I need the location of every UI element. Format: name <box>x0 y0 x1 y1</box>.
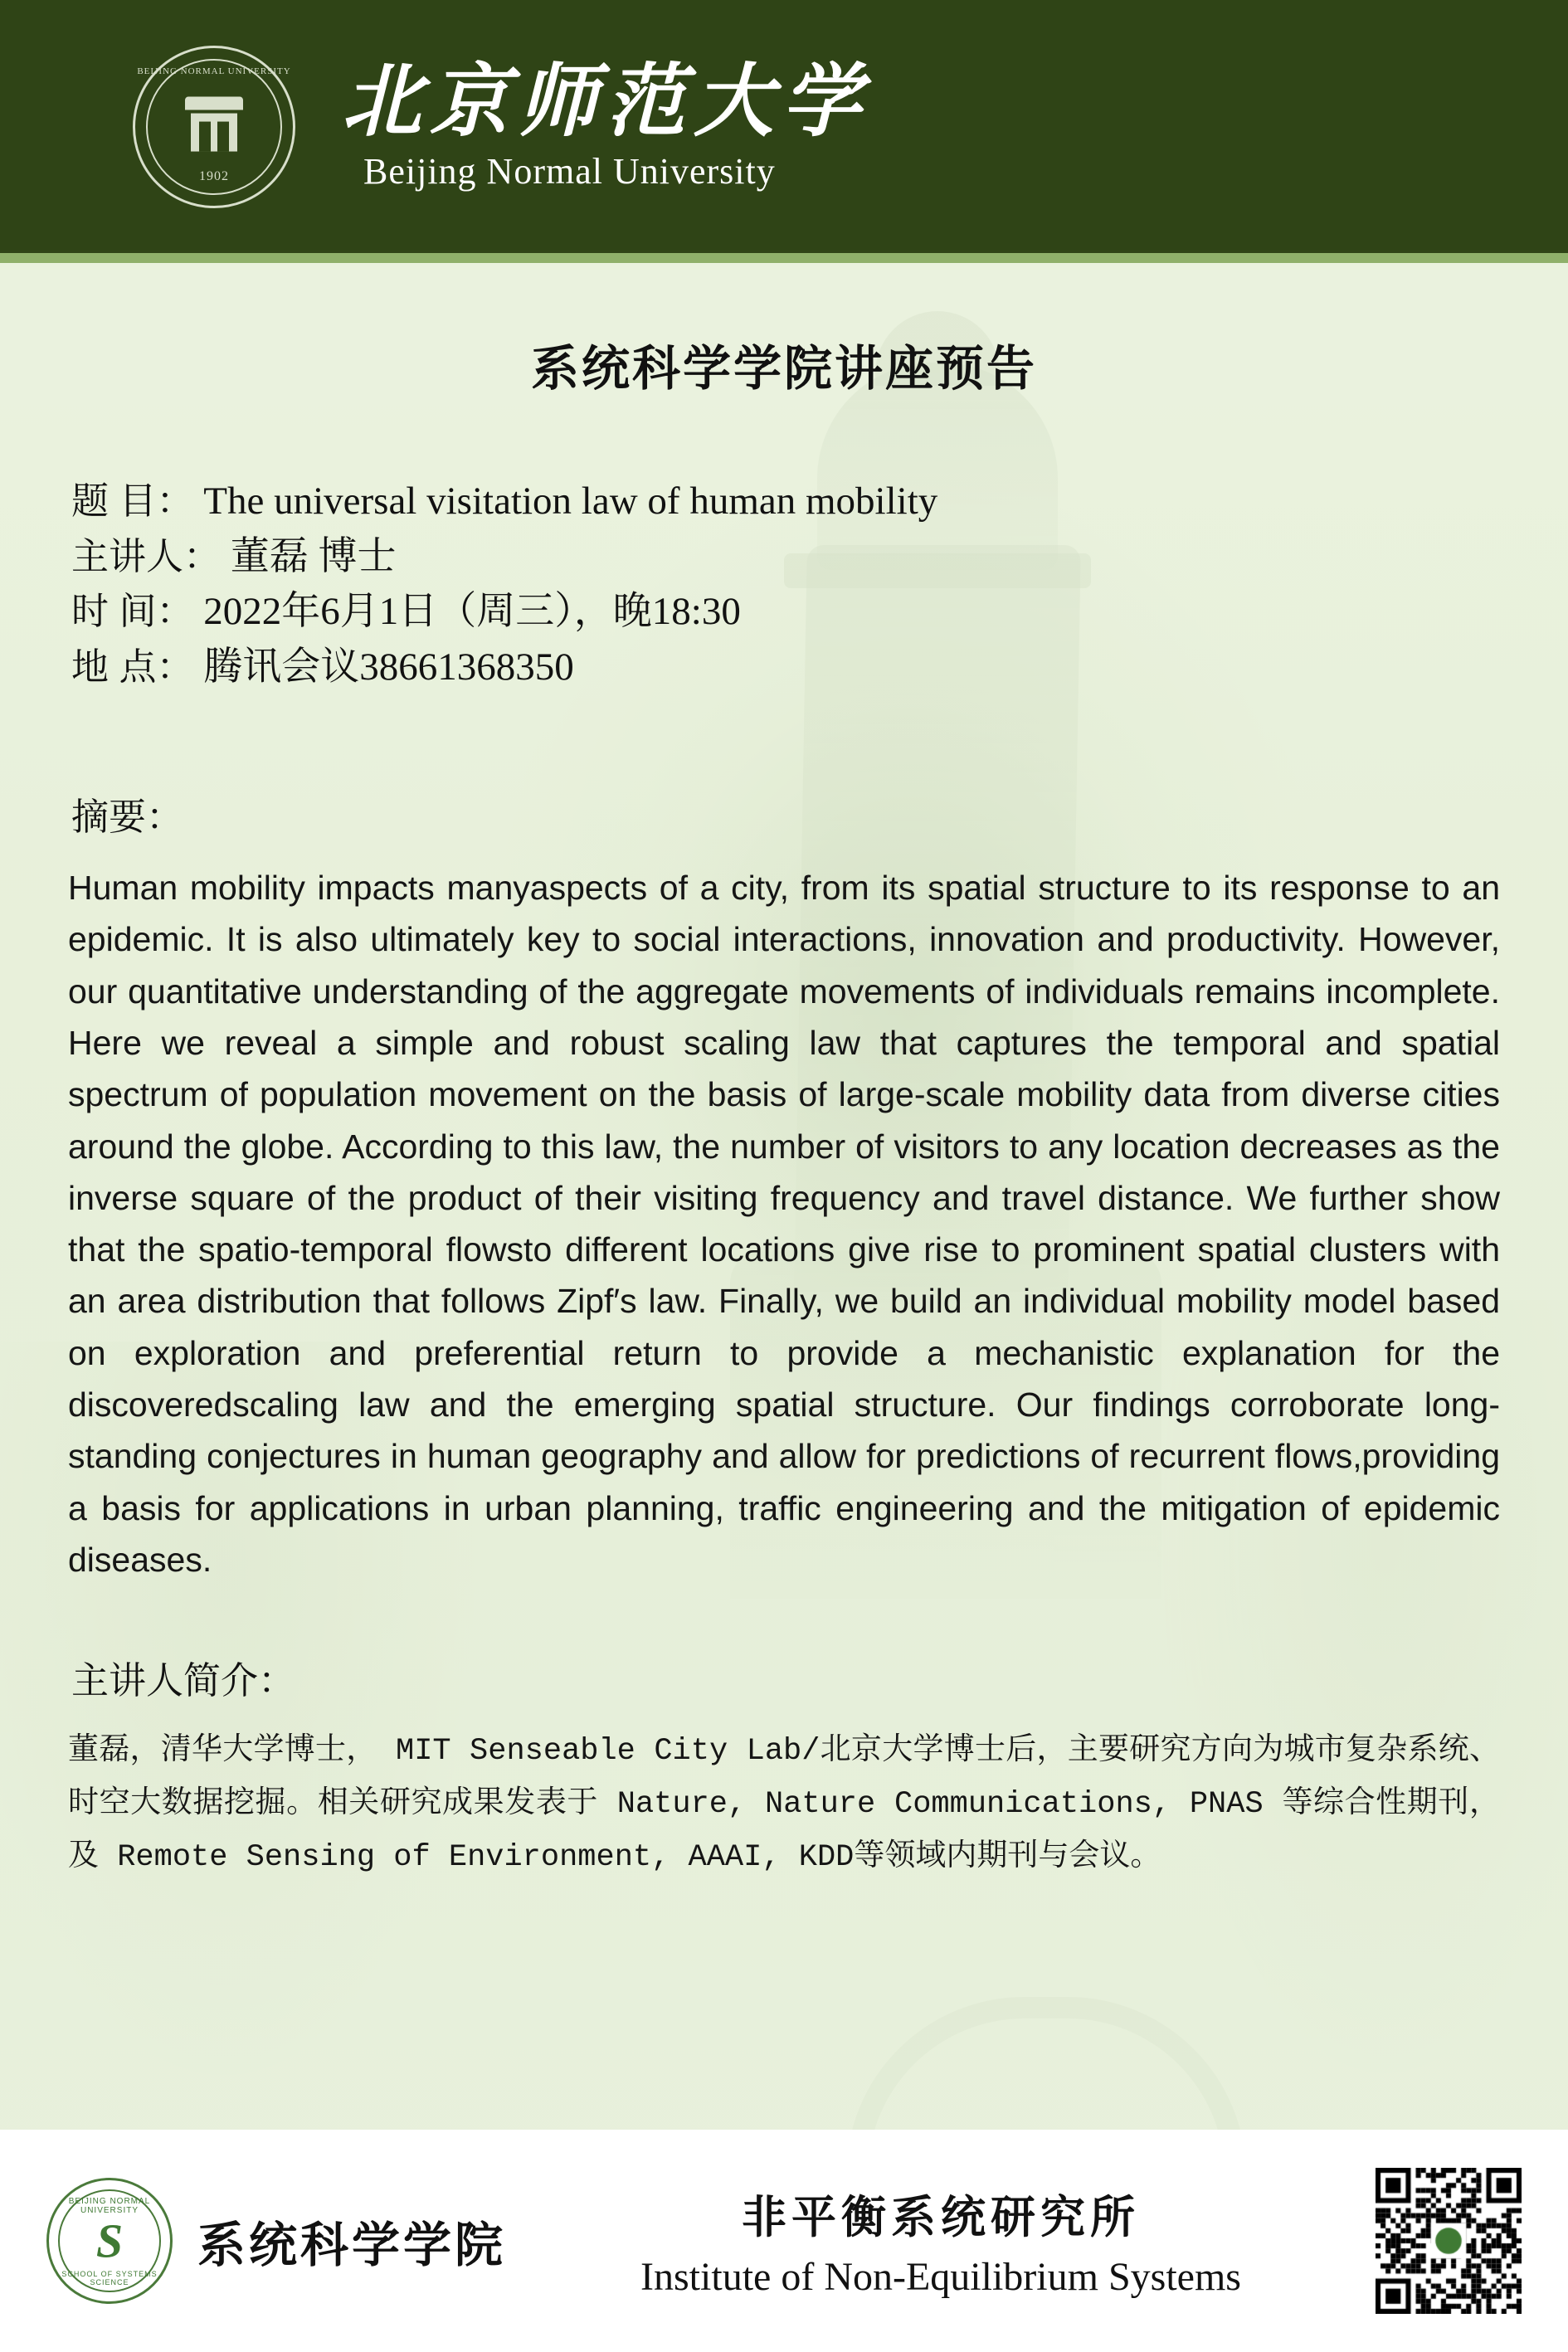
institute-block <box>506 2182 1376 2300</box>
poster-content <box>0 263 1568 1884</box>
abstract-label: 摘要： <box>71 795 184 838</box>
meta-row-time <box>71 584 1503 640</box>
meta-row-speaker <box>71 529 1503 585</box>
meta-value-time: 2022年6月1日（周三），晚18:30 <box>203 590 741 634</box>
seal-year: 1902 <box>199 168 229 183</box>
poster-body <box>0 263 1568 2130</box>
qr-code-icon[interactable] <box>1376 2168 1522 2314</box>
meta-row-topic <box>71 474 1503 529</box>
school-seal-bottom-text: SCHOOL OF SYSTEMS SCIENCE <box>61 2270 158 2286</box>
abstract-text: Human mobility impacts manyaspects of a city, from its spatial structure to its response to an epidemic. It is also ultimately key to social interactions, innovation and productivity. However, our quantitative understanding of the aggregate movements of individuals remains incomplete. Here we reveal a simple and robust scaling law that captures the temporal and spatial spectrum of population movement on the basis of large-scale mobility data from diverse cities around the globe. According to this law, the number of visitors to any location decreases as the inverse square of the product of their visiting frequency and travel distance. We further show that the spatio-temporal flowsto different locations give rise to prominent spatial clusters with an area distribution that follows Zipf′s law. Finally, we build an individual mobility model based on exploration and preferential return to provide a mechanistic explanation for the discoveredscaling law and the emerging spatial structure. Our findings corroborate long-standing conjectures in human geography and allow for predictions of recurrent flows,providing a basis for applications in urban planning, traffic engineering and the mitigation of epidemic diseases. <box>68 868 1500 1579</box>
poster-footer <box>0 2130 1568 2352</box>
meta-value-location: 腾讯会议38661368350 <box>203 645 574 689</box>
school-seal-top-text: BEIJING NORMAL UNIVERSITY <box>68 2197 151 2215</box>
header-accent-bar <box>0 253 1568 263</box>
institute-name-cn: 非平衡系统研究所 <box>742 2193 1140 2242</box>
meta-label-topic: 题 目： <box>71 480 194 522</box>
meta-value-topic: The universal visitation law of human mobility <box>203 480 938 523</box>
seal-gate-icon <box>178 88 250 159</box>
meta-label-location: 地 点： <box>71 645 194 689</box>
meta-row-location <box>71 640 1503 695</box>
header-titles <box>342 56 869 193</box>
footer-school-block <box>46 2178 506 2304</box>
meta-value-speaker: 董磊 博士 <box>230 534 397 578</box>
lecture-meta <box>65 474 1503 695</box>
school-seal-mark: S <box>95 2213 124 2268</box>
seal-top-text: BEIJING NORMAL UNIVERSITY <box>137 66 291 76</box>
meta-label-speaker: 主讲人： <box>71 534 222 577</box>
speaker-bio-label: 主讲人简介： <box>71 1659 296 1702</box>
page-title: 系统科学学院讲座预告 <box>530 342 1037 396</box>
university-name-en: Beijing Normal University <box>363 151 776 192</box>
poster-header <box>0 0 1568 253</box>
university-name-cn: 北京师范大学 <box>342 56 869 146</box>
school-seal-icon <box>46 2178 173 2304</box>
meta-label-time: 时 间： <box>71 590 194 633</box>
school-name: 系统科学学院 <box>197 2218 507 2272</box>
institute-name-en: Institute of Non-Equilibrium Systems <box>640 2255 1241 2299</box>
university-seal-icon <box>133 46 295 208</box>
speaker-bio-text: 董磊，清华大学博士， MIT Senseable City Lab/北京大学博士后，主要研究方向为城市复杂系统、时空大数据挖掘。相关研究成果发表于 Nature, Nature Communications, PNAS 等综合性期刊，及 Remote Sensing of Environment, AAAI, KDD等领域内期刊与会议。 <box>68 1734 1500 1875</box>
